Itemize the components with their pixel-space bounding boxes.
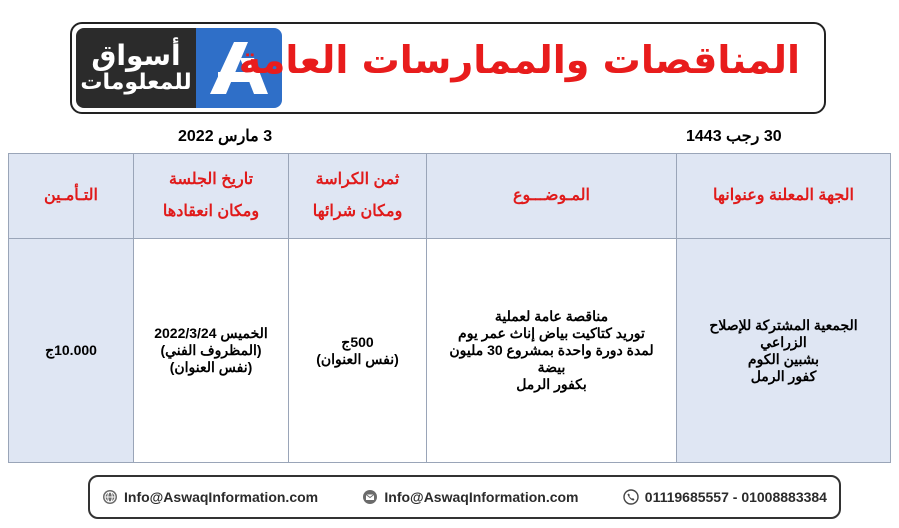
cell-entity: الجمعية المشتركة للإصلاح الزراعي بشبين الكوم كفور الرمل [677, 239, 891, 463]
mail-icon [362, 489, 378, 505]
table-row [9, 239, 891, 463]
header-entity: الجهة المعلنة وعنوانها [677, 154, 891, 239]
page-title: المناقصات والممارسات العامة [238, 38, 800, 82]
header-insurance: التـأمـين [9, 154, 134, 239]
footer-email-1[interactable]: Info@AswaqInformation.com [124, 489, 319, 505]
footer-phones[interactable]: 01119685557 - 01008883384 [644, 489, 827, 505]
cell-session: الخميس 2022/3/24 (المظروف الفني) (نفس العنوان) [134, 239, 289, 463]
footer-website[interactable] [102, 489, 318, 505]
cell-subject: مناقصة عامة لعملية توريد كتاكيت بياض إناث عمر يوم لمدة دورة واحدة بمشروع 30 مليون بيضة بكفور الرمل [427, 239, 677, 463]
footer-phone[interactable] [623, 489, 827, 505]
logo-text [76, 28, 196, 108]
phone-icon [623, 489, 639, 505]
logo-line1: أسواق [91, 38, 181, 72]
cell-insurance: 10.000ج [9, 239, 134, 463]
footer-contact-bar [88, 475, 841, 519]
footer-email-2[interactable]: Info@AswaqInformation.com [384, 489, 579, 505]
globe-icon [102, 489, 118, 505]
gregorian-date: 3 مارس 2022 [178, 128, 273, 145]
header-session: تاريخ الجلسة ومكان انعقادها [134, 154, 289, 239]
tender-table [8, 153, 891, 463]
logo-line2: للمعلومات [80, 70, 192, 96]
header-subject: المـوضـــوع [427, 154, 677, 239]
header-box [70, 22, 826, 114]
header-price: ثمن الكراسة ومكان شرائها [289, 154, 427, 239]
cell-price: 500ج (نفس العنوان) [289, 239, 427, 463]
footer-mail[interactable] [362, 489, 578, 505]
hijri-date: 30 رجب 1443 [686, 128, 782, 145]
table-header-row [9, 154, 891, 239]
